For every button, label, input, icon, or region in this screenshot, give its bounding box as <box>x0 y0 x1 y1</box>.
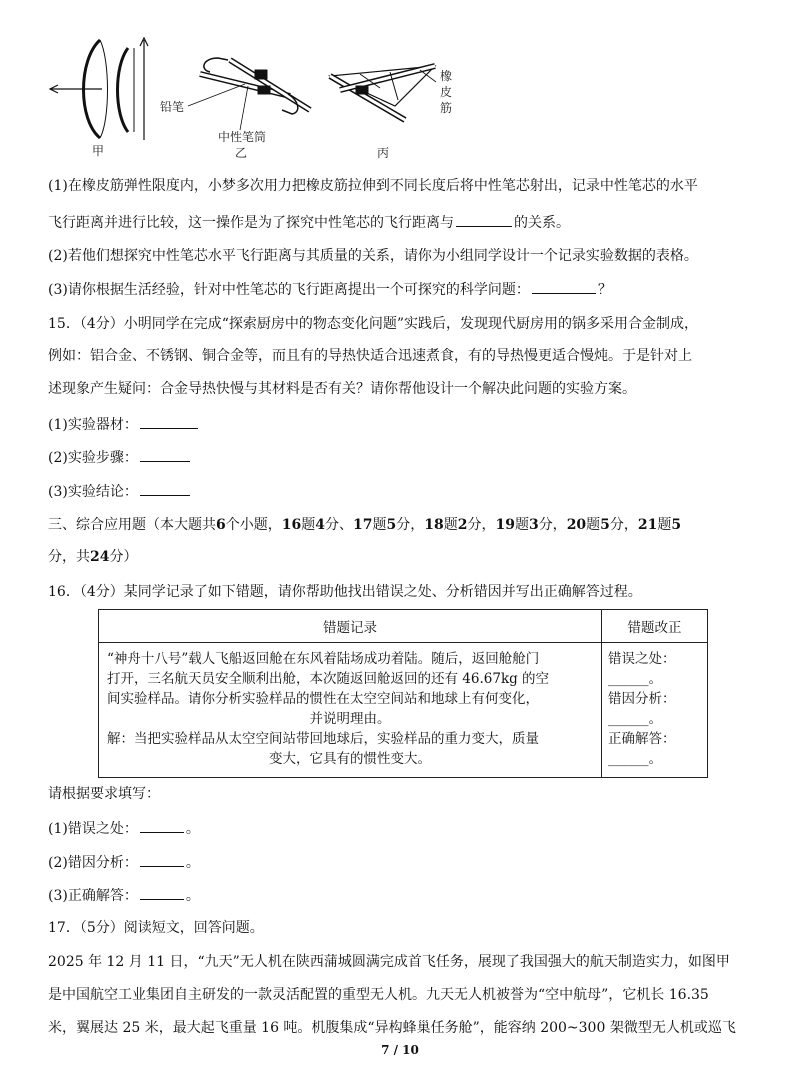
s3-text: 分， <box>396 517 425 533</box>
q17-stem: 17．（5分）阅读短文，回答问题。 <box>48 920 264 936</box>
error-record-table <box>98 609 708 778</box>
page-number: 7 / 10 <box>381 1043 419 1057</box>
q16-fill-instruction: 请根据要求填写： <box>48 786 160 802</box>
q17-line3: 米，翼展达 25 米，最大起飞重量 16 吨。机腹集成“异构蜂巢任务舱”，能容纳 200~300 架微型无人机或巡飞 <box>48 1020 736 1036</box>
caption-jia: 甲 <box>92 144 105 158</box>
s3-num: 6 <box>216 517 226 533</box>
s3-text: 三、综合应用题（本大题共 <box>48 517 216 533</box>
table-head-left: 错题记录 <box>99 610 602 643</box>
s3-text: 题 <box>586 517 601 533</box>
q16-answer2 <box>48 852 760 873</box>
answer-blank[interactable] <box>140 818 184 833</box>
pencil-slingshot-yi <box>188 58 310 130</box>
period: 。 <box>185 888 200 904</box>
s3-text: 分、 <box>324 517 353 533</box>
s3-text: 题 <box>372 517 387 533</box>
q14-part3 <box>48 279 760 300</box>
s3-num: 5 <box>671 517 682 533</box>
s3-num: 3 <box>528 517 539 533</box>
q15-answer1 <box>48 414 760 435</box>
correction-line: 错误之处： <box>608 651 676 667</box>
correction-blank[interactable]: ______。 <box>608 671 662 687</box>
table-cell-correction <box>602 643 708 778</box>
q14-part3-text: (3)请你根据生活经验，针对中性笔芯的飞行距离提出一个可探究的科学问题： <box>48 282 530 298</box>
period: 。 <box>185 821 200 837</box>
section3-header-line1 <box>48 515 760 535</box>
q16-answer1-label: (1)错误之处： <box>48 821 138 837</box>
q15-answer2-label: (2)实验步骤： <box>48 450 138 466</box>
catapult-figures <box>40 30 500 160</box>
period: 。 <box>185 855 200 871</box>
q14-part1-line2 <box>48 212 760 233</box>
s3-num: 18 <box>424 517 444 533</box>
s3-text: 题 <box>657 517 672 533</box>
caption-bing: 丙 <box>377 146 390 160</box>
q15-line2: 例如：铝合金、不锈钢、铜合金等，而且有的导热快适合迅速煮食，有的导热慢更适合慢炖。于是针对上 <box>48 348 692 364</box>
answer-blank[interactable] <box>532 279 596 294</box>
correction-blank[interactable]: ______。 <box>608 751 662 767</box>
s3-text: 分， <box>538 517 567 533</box>
correction-line: 错因分析： <box>608 691 676 707</box>
s3-num: 17 <box>352 517 373 533</box>
answer-blank[interactable] <box>140 885 184 900</box>
record-line: 解：当把实验样品从太空空间站带回地球后，实验样品的重力变大，质量 <box>107 731 539 747</box>
figure-group <box>40 30 500 160</box>
record-line: 变大，它具有的惯性变大。 <box>269 751 431 767</box>
s3-text: 分， <box>467 517 496 533</box>
record-line: 间实验样品。请你分析实验样品的惯性在太空空间站和地球上有何变化， <box>107 691 539 707</box>
q14-part1-line1: (1)在橡皮筋弹性限度内，小梦多次用力把橡皮筋拉伸到不同长度后将中性笔芯射出，记录中性笔芯的水平 <box>48 178 698 194</box>
q15-answer3-label: (3)实验结论： <box>48 484 138 500</box>
q14-part3-tail: ？ <box>597 282 612 298</box>
s3-text: 分， <box>609 517 638 533</box>
record-line: 打开，三名航天员安全顺利出舱，本次随返回舱返回的还有 46.67kg 的空 <box>107 671 550 687</box>
q14-part1-tail: 的关系。 <box>514 215 570 231</box>
label-pen-tube: 中性笔筒 <box>218 130 267 144</box>
q15-answer2 <box>48 447 760 468</box>
answer-blank[interactable] <box>456 212 512 227</box>
s3-text: 分，共 <box>48 549 90 565</box>
s3-num: 20 <box>566 517 587 533</box>
q16-answer1 <box>48 818 760 839</box>
answer-blank[interactable] <box>140 852 184 867</box>
q14-part1-text: 飞行距离并进行比较，这一操作是为了探究中性笔芯的飞行距离与 <box>48 215 454 231</box>
answer-blank[interactable] <box>140 447 190 462</box>
s3-num: 16 <box>281 517 302 533</box>
s3-text: 分） <box>109 549 138 565</box>
label-rubber-band: 橡皮筋 <box>440 69 453 115</box>
q15-answer3 <box>48 481 760 502</box>
s3-text: 题 <box>514 517 529 533</box>
table-cell-record <box>99 643 602 778</box>
q16-stem: 16．（4分）某同学记录了如下错题，请你帮助他找出错误之处、分析错因并写出正确解答过程。 <box>48 584 642 600</box>
correction-line: 正确解答： <box>608 731 676 747</box>
table-head-right: 错题改正 <box>602 610 708 643</box>
q16-answer2-label: (2)错因分析： <box>48 855 138 871</box>
answer-blank[interactable] <box>140 414 198 429</box>
s3-num: 24 <box>90 549 110 565</box>
section3-header-line2 <box>48 547 760 567</box>
answer-blank[interactable] <box>140 481 190 496</box>
q15-answer1-label: (1)实验器材： <box>48 417 138 433</box>
s3-text: 题 <box>301 517 316 533</box>
q16-answer3-label: (3)正确解答： <box>48 888 138 904</box>
s3-num: 5 <box>600 517 610 533</box>
s3-text: 题 <box>443 517 458 533</box>
q15-line1: 15．（4分）小明同学在完成“探索厨房中的物态变化问题”实践后，发现现代厨房用的锅多采用合金制成， <box>48 316 699 332</box>
label-pencil: 铅笔 <box>160 100 185 114</box>
triangle-catapult-bing <box>330 66 436 120</box>
caption-yi: 乙 <box>235 146 248 160</box>
s3-num: 5 <box>386 517 397 533</box>
s3-num: 21 <box>637 517 658 533</box>
correction-blank[interactable]: ______。 <box>608 711 662 727</box>
q16-answer3 <box>48 885 760 906</box>
s3-num: 4 <box>315 517 325 533</box>
bow-figure-jia <box>50 38 148 140</box>
s3-text: 个小题， <box>225 517 282 533</box>
q17-line2: 是中国航空工业集团自主研发的一款灵活配置的重型无人机。九天无人机被誉为“空中航母”，它机长 16.35 <box>48 987 709 1003</box>
q17-line1: 2025 年 12 月 11 日，“九天”无人机在陕西蒲城圆满完成首飞任务，展现了我国强大的航天制造实力，如图甲 <box>48 954 730 970</box>
s3-num: 19 <box>495 517 515 533</box>
record-line: 并说明理由。 <box>309 711 391 727</box>
record-line: “神舟十八号”载人飞船返回舱在东风着陆场成功着陆。随后，返回舱舱门 <box>107 651 540 667</box>
q15-line3: 述现象产生疑问：合金导热快慢与其材料是否有关？请你帮他设计一个解决此问题的实验方案。 <box>48 381 636 397</box>
s3-num: 2 <box>457 517 468 533</box>
q14-part2: (2)若他们想探究中性笔芯水平飞行距离与其质量的关系，请你为小组同学设计一个记录实验数据的表格。 <box>48 248 698 264</box>
